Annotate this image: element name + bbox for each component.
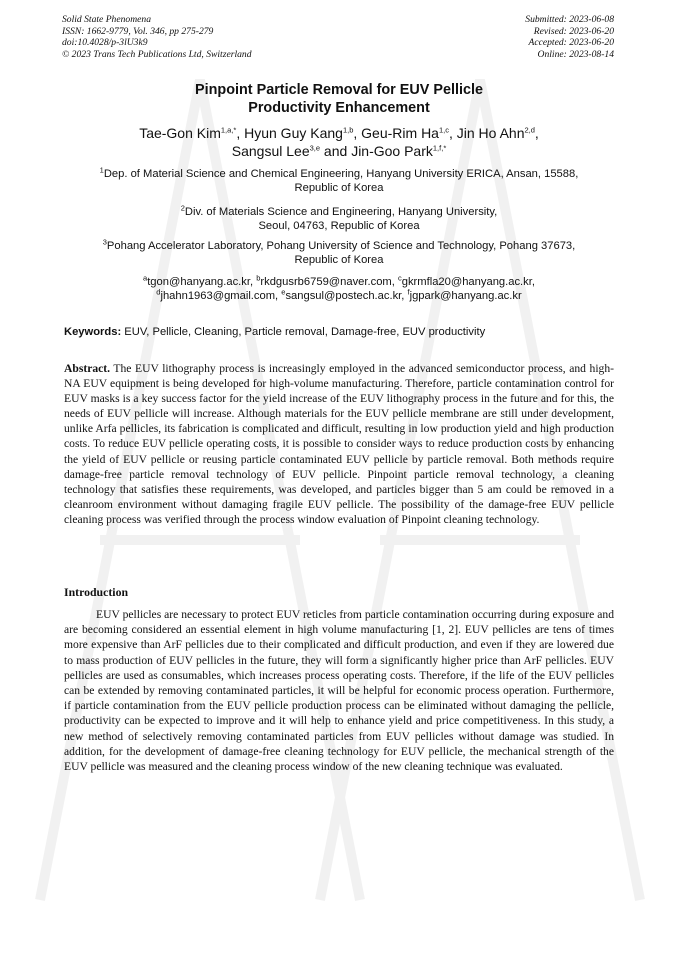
email-sup: c xyxy=(397,273,402,283)
email-sup: a xyxy=(143,273,148,283)
issn-line: ISSN: 1662-9779, Vol. 346, pp 275-279 xyxy=(62,25,214,37)
email-link[interactable]: jgpark@hanyang.ac.kr xyxy=(409,290,522,303)
affiliation-line: Div. of Materials Science and Engineering, Hanyang University, xyxy=(184,206,498,218)
affiliation-sup: 3 xyxy=(102,237,107,247)
author-name: Sangsul Lee xyxy=(231,143,310,159)
email-link[interactable]: sangsul@postech.ac.kr, xyxy=(285,290,408,303)
author-name: Tae-Gon Kim xyxy=(139,125,221,141)
author-sep: , xyxy=(236,125,245,141)
paper-title xyxy=(0,81,678,117)
revised-date: Revised: 2023-06-20 xyxy=(533,25,614,37)
author-sup: 1,c xyxy=(438,125,449,135)
author-sep: , xyxy=(448,125,457,141)
author-sep: and xyxy=(320,143,352,159)
email-sup: e xyxy=(281,287,286,297)
affiliation-line: Republic of Korea xyxy=(294,254,384,267)
title-line-2: Productivity Enhancement xyxy=(248,100,430,116)
email-sup: d xyxy=(156,287,161,297)
abstract xyxy=(64,361,614,527)
email-sup: b xyxy=(256,273,261,283)
journal-info xyxy=(62,14,252,60)
submitted-date: Submitted: 2023-06-08 xyxy=(525,14,614,25)
affiliation-3 xyxy=(64,239,614,268)
accepted-date: Accepted: 2023-06-20 xyxy=(528,37,614,49)
submission-dates xyxy=(525,14,614,60)
author-sup: 1,a,* xyxy=(220,125,237,135)
affiliation-1 xyxy=(64,167,614,196)
author-name: Hyun Guy Kang xyxy=(244,125,343,141)
email-link[interactable]: jhahn1963@gmail.com, xyxy=(160,290,282,303)
abstract-text: The EUV lithography process is increasingly employed in the advanced semiconductor process, and high-NA EUV equipment is being developed for high-volume manufacturing. Therefore, particle contamination control for EUV masks is a key success factor for the yield increase of the EUV lithography process in the future and for this, the needs of EUV pellicle will increase. Although materials for the EUV pellicle membrane are still under development, unlike Arfa pellicles, its fabrication is complicated and difficult, resulting in low production yield and high production costs. To reduce EUV pellicle operating costs, it is possible to consider ways to reduce production costs by enhancing the yield of EUV pellicle or reusing particle contaminated EUV pellicle by particle removal. Both methods require damage-free particle removal technology of EUV pellicle. Pinpoint particle removal technology, a cleaning technology that satisfies these requirements, was developed, and particles bigger than 5 am could be removed in a cleanroom environment without damaging fragile EUV pellicle. The possibility of the damage-free EUV pellicle cleaning process was verified through the process window evaluation of Pinpoint cleaning technology. xyxy=(64,362,614,526)
author-sep: , xyxy=(353,125,362,141)
author-sup: 1,b xyxy=(342,125,354,135)
author-sup: 3,e xyxy=(309,143,321,153)
email-link[interactable]: tgon@hanyang.ac.kr, xyxy=(147,276,257,288)
introduction-paragraph: EUV pellicles are necessary to protect EUV reticles from particle contamination occurring during exposure and are becoming considered an essential element in high volume manufacturing [1, 2]. EUV pellicles are tens of times more expensive than ArF pellicles due to their complicated and difficult production, and even if they are lowered due to mass production of EUV pellicles in the future, they will form a significantly higher price than ArF pellicles. EUV pellicles are used as consumables, which increases process operating costs. Therefore, if the life of the EUV pellicles can be extended by removing contaminated particles, it will be helpful for economic process operation. Furthermore, if particle contamination from the EUV pellicle production process can be eliminated without damaging the pellicle, productivity can be expected to improve and it will help to enhance yield and price competitiveness. In this study, a new method of selectively removing contaminated particles from EUV pellicles without damage was studied. In addition, for the development of damage-free cleaning technology for EUV pellicle, the mechanical strength of the EUV pellicle was measured and the cleaning process window of the new cleaning technique was evaluated. xyxy=(64,608,614,774)
copyright-line: © 2023 Trans Tech Publications Ltd, Switzerland xyxy=(62,48,252,60)
affiliation-line: Dep. of Material Science and Chemical Engineering, Hanyang University ERICA, Ansan, 15588, xyxy=(103,168,579,180)
affiliation-sup: 2 xyxy=(180,203,185,213)
email-sup: f xyxy=(407,287,410,297)
affiliation-sup: 1 xyxy=(99,165,104,175)
affiliation-line: Pohang Accelerator Laboratory, Pohang University of Science and Technology, Pohang 37673, xyxy=(106,240,576,252)
author-sup: 2,d xyxy=(524,125,535,135)
author-emails xyxy=(64,275,614,304)
doi-line[interactable]: doi:10.4028/p-3lU3k9 xyxy=(62,37,148,49)
keywords-text: EUV, Pellicle, Cleaning, Particle removal, Damage-free, EUV productivity xyxy=(121,326,486,338)
keywords-label: Keywords: xyxy=(64,326,122,338)
author-name: Jin Ho Ahn xyxy=(456,125,525,141)
section-heading-introduction: Introduction xyxy=(64,585,129,599)
online-date: Online: 2023-08-14 xyxy=(537,48,614,60)
author-list xyxy=(60,124,618,160)
keywords xyxy=(64,325,614,339)
affiliation-line: Seoul, 04763, Republic of Korea xyxy=(258,220,420,233)
journal-name: Solid State Phenomena xyxy=(62,14,151,25)
author-name: Jin-Goo Park xyxy=(351,143,433,159)
affiliation-2 xyxy=(64,205,614,234)
author-name: Geu-Rim Ha xyxy=(361,125,439,141)
abstract-label: Abstract. xyxy=(64,362,111,375)
email-link[interactable]: rkdgusrb6759@naver.com, xyxy=(260,276,398,288)
author-sep: , xyxy=(534,125,539,141)
author-sup: 1,f,* xyxy=(432,143,447,153)
email-link[interactable]: gkrmfla20@hanyang.ac.kr, xyxy=(401,276,535,288)
affiliation-line: Republic of Korea xyxy=(294,182,384,195)
title-line-1: Pinpoint Particle Removal for EUV Pellicle xyxy=(195,82,483,98)
